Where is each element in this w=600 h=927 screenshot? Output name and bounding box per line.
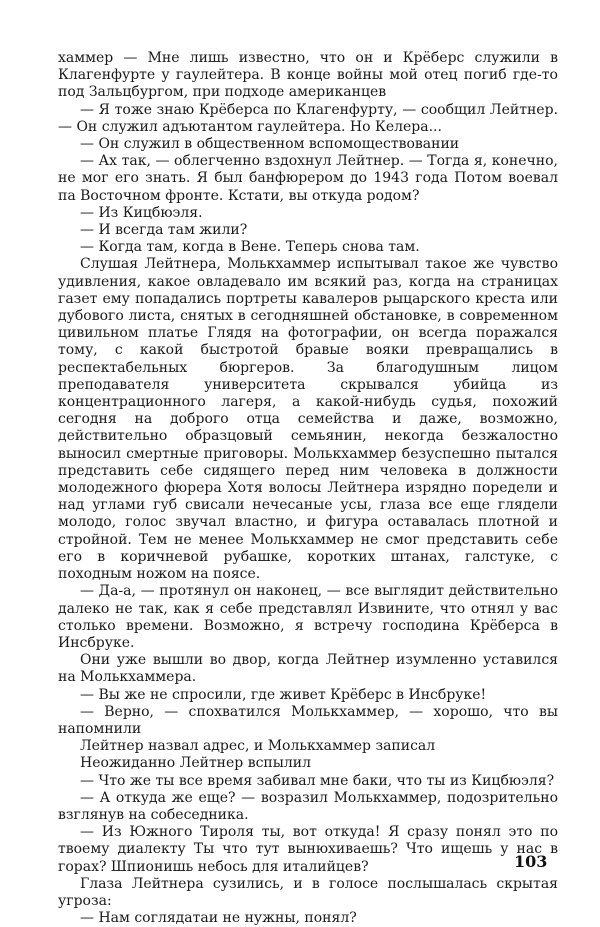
paragraph-4: — Ах так, — облегченно вздохнул Лейтнер. — Тогда я, конечно, не мог его знать. Я был банфюрером до 1943 года Потом воевал па Восточном фронте. Кстати, вы откуда родом?	[58, 153, 558, 204]
page-number: 103	[514, 852, 548, 871]
paragraph-8: Слушая Лейтнера, Молькхаммер испытывал такое же чувство удивления, какое овладевало им всякий раз, когда на страницах газет ему попадались портреты кавалеров рыцарского креста или дубового листа, снятых в сегодняшней обстановке, в современном цивильном платье Глядя на фотографии, он всегда поражался тому, с какой быстротой бравые вояки превращались в респектабельных бюргеров. За благодушным лицом преподавателя университета скрывался убийца из концентрационного лагеря, а какой-нибудь судья, похожий сегодня на доброго отца семейства и даже, возможно, действительно образцовый семьянин, некогда безжалостно выносил смертные приговоры. Молькхаммер безуспешно пытался представить себе сидящего перед ним человека в должности молодежного фюрера Хотя волосы Лейтнера изрядно поредели и над углами губ свисали нечесаные усы, глаза все еще глядели молодо, голос звучал властно, и фигура оставалась плотной и стройной. Тем не менее Молькхаммер не смог представить себе его в коричневой рубашке, коротких штанах, галстуке, с походным ножом на поясе.	[58, 256, 558, 583]
paragraph-6: — И всегда там жили?	[80, 222, 248, 239]
paragraph-15: — Что же ты все время забивал мне баки, что ты из Кицбюэля?	[80, 772, 555, 789]
paragraph-3: — Он служил в общественном вспомоществовании	[80, 136, 460, 153]
paragraph-5: — Из Кицбюэля.	[80, 204, 203, 221]
paragraph-9: — Да-а, — протянул он наконец, — все выглядит действительно далеко не так, как я себе представлял Извините, что отнял у вас столько времени. Возможно, я встречу господина Крёберса в Инсбруке.	[58, 583, 558, 651]
paragraph-13: Лейтнер назвал адрес, и Молькхаммер записал	[80, 738, 436, 755]
paragraph-1: хаммер — Мне лишь известно, что он и Крёберс служили в Клагенфурте у гаулейтера. В конце войны мой отец погиб где-то под Зальцбургом, при подходе американцев	[58, 50, 558, 101]
paragraph-16: — А откуда же еще? — возразил Молькхаммер, подозрительно взглянув на собеседника.	[58, 789, 558, 823]
paragraph-14: Неожиданно Лейтнер вспылил	[80, 755, 312, 772]
paragraph-11: — Вы же не спросили, где живет Крёберс в Инсбруке!	[80, 686, 487, 703]
paragraph-10: Они уже вышли во двор, когда Лейтнер изумленно уставился на Молькхаммера.	[58, 652, 558, 686]
page-body-text	[58, 50, 558, 927]
paragraph-2: — Я тоже знаю Крёберса по Клагенфурту, — сообщил Лейтнер. — Он служил адъютантом гаулейтера. Но Келера...	[58, 101, 558, 135]
paragraph-19: — Нам соглядатаи не нужны, понял?	[80, 910, 357, 927]
paragraph-12: — Верно, — спохватился Молькхаммер, — хорошо, что вы напомнили	[58, 703, 558, 737]
paragraph-18: Глаза Лейтнера сузились, и в голосе послышалась скрытая угроза:	[58, 875, 558, 909]
paragraph-17: — Из Южного Тироля ты, вот откуда! Я сразу понял это по твоему диалекту Ты что тут вынюхиваешь? Что ищешь у нас в горах? Шпионишь небось для италийцев?	[58, 824, 558, 875]
paragraph-7: — Когда там, когда в Вене. Теперь снова там.	[80, 239, 420, 256]
